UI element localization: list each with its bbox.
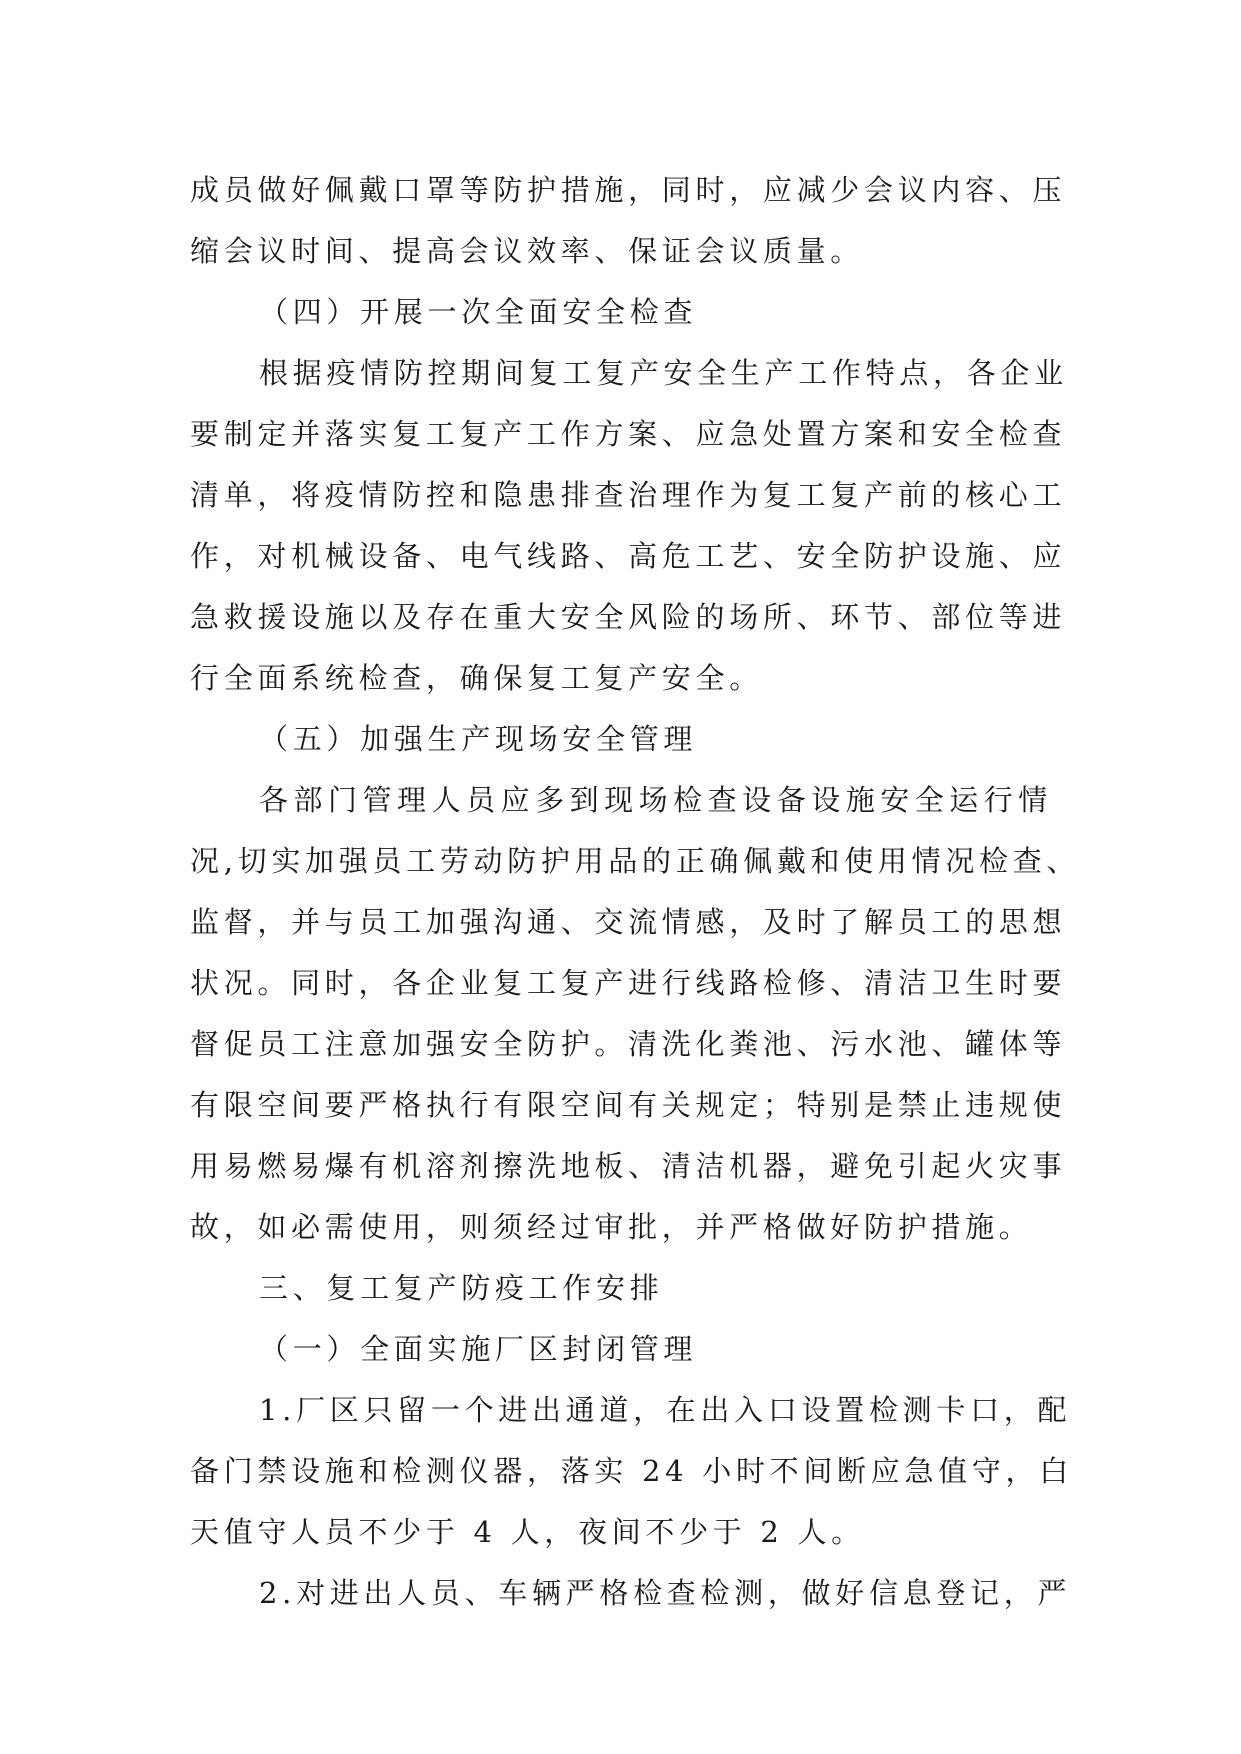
text-line: 故，如必需使用，则须经过审批，并严格做好防护措施。 — [190, 1210, 1033, 1244]
text-line: 根据疫情防控期间复工复产安全生产工作特点，各企业 — [259, 356, 1068, 390]
section-heading: （四）开展一次全面安全检查 — [259, 295, 698, 329]
text-line: 状况。同时，各企业复工复产进行线路检修、清洁卫生时要 — [190, 966, 1067, 1000]
text-line: 成员做好佩戴口罩等防护措施，同时，应减少会议内容、压 — [190, 173, 1067, 207]
text-line: 行全面系统检查，确保复工复产安全。 — [190, 661, 763, 695]
text-line: 清单，将疫情防控和隐患排查治理作为复工复产前的核心工 — [190, 478, 1067, 512]
text-line: 急救援设施以及存在重大安全风险的场所、环节、部位等进 — [190, 600, 1067, 634]
text-line: 监督，并与员工加强沟通、交流情感，及时了解员工的思想 — [190, 905, 1067, 939]
text-line: 况,切实加强员工劳动防护用品的正确佩戴和使用情况检查、 — [190, 844, 1081, 878]
text-line: 1.厂区只留一个进出通道，在出入口设置检测卡口，配 — [259, 1393, 1072, 1427]
text-line: 用易燃易爆有机溶剂擦洗地板、清洁机器，避免引起火灾事 — [190, 1149, 1067, 1183]
chapter-heading: 三、复工复产防疫工作安排 — [259, 1271, 664, 1305]
document-body — [190, 160, 1081, 1624]
text-line: 各部门管理人员应多到现场检查设备设施安全运行情 — [259, 783, 1052, 817]
text-line: 缩会议时间、提高会议效率、保证会议质量。 — [190, 234, 865, 268]
text-line: 备门禁设施和检测仪器，落实 24 小时不间断应急值守，白 — [190, 1454, 1073, 1488]
text-line: 有限空间要严格执行有限空间有关规定；特别是禁止违规使 — [190, 1088, 1067, 1122]
section-heading: （一）全面实施厂区封闭管理 — [259, 1332, 698, 1366]
text-line: 要制定并落实复工复产工作方案、应急处置方案和安全检查 — [190, 417, 1067, 451]
text-line: 督促员工注意加强安全防护。清洗化粪池、污水池、罐体等 — [190, 1027, 1067, 1061]
text-line: 作，对机械设备、电气线路、高危工艺、安全防护设施、应 — [190, 539, 1067, 573]
text-line: 2.对进出人员、车辆严格检查检测，做好信息登记，严 — [259, 1576, 1072, 1610]
section-heading: （五）加强生产现场安全管理 — [259, 722, 698, 756]
text-line: 天值守人员不少于 4 人，夜间不少于 2 人。 — [190, 1515, 865, 1549]
